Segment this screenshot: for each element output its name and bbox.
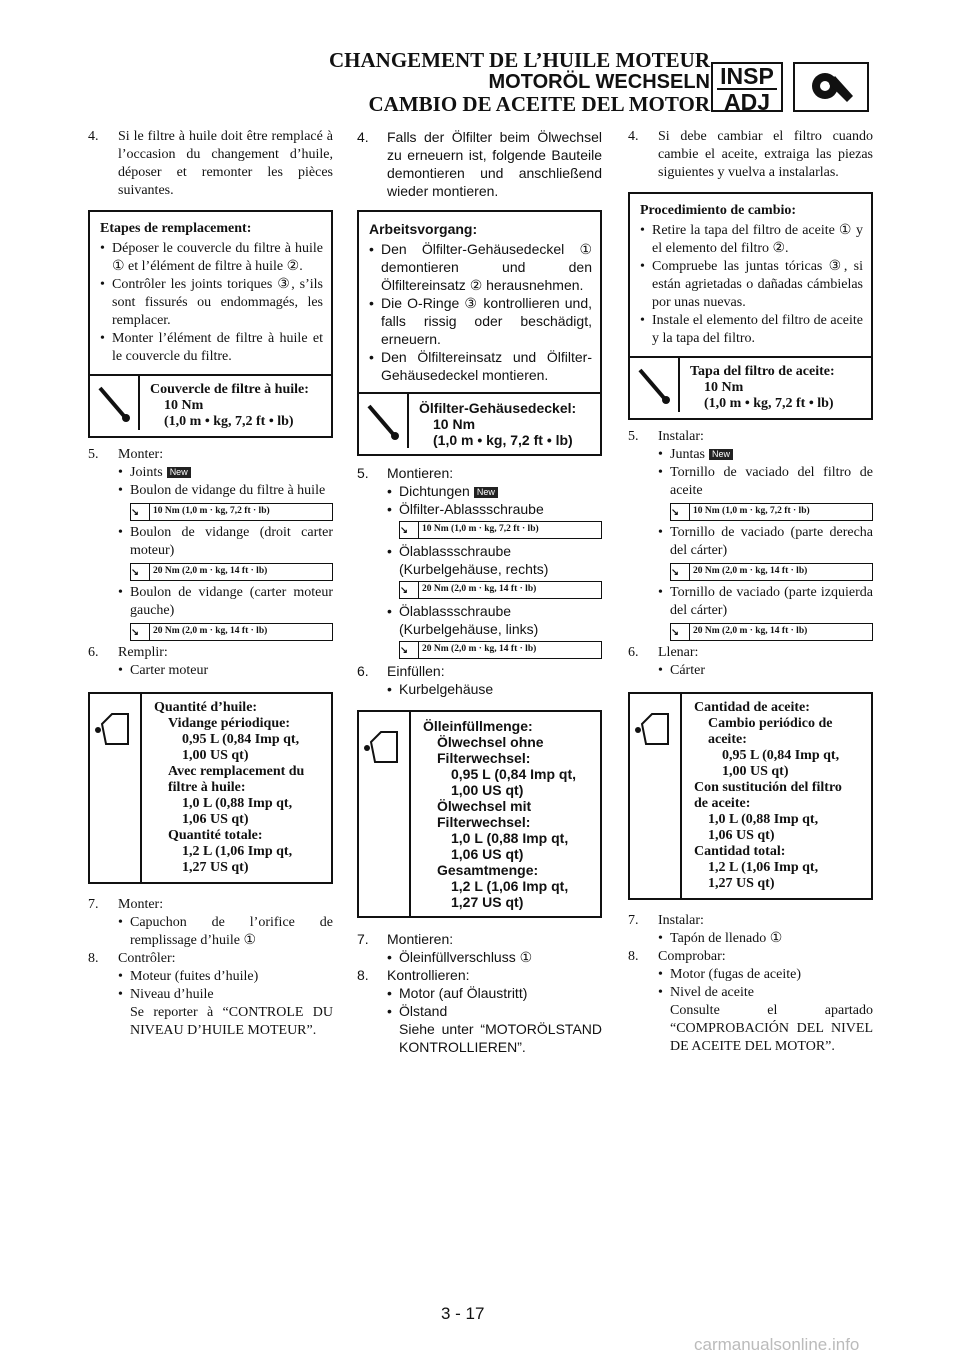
new-badge: New [167,467,191,478]
reference-text: Consulte el apartado “COMPROBACIÓN DEL NIVEL DE ACEITE DEL MOTOR”. [670,1003,873,1054]
list-item: • Den Ölfiltereinsatz und Ölfilter-Gehäusedeckel montieren. [369,349,592,383]
torque-wrench-icon [630,358,680,412]
column-french: 4. Si le filtre à huile doit être remplacé à l’occasion du changement d’huile, déposer et remonter les pièces suivantes. Etapes de remplacement: • Déposer le couvercle du filtre à huile ① et l’élément de filtre à huile ②. • Contrôler les joints toriques ③, s’ils sont fissurés ou endommagés, les remplacer. • Monter l’élément de filtre à huile et le couvercle du filtre. Couvercle de filtre à huile: 10 Nm (1,0 m • kg, 7,2 ft • lb) 5. Monter: • Joints New • Boulon de vidange du filtre à huile ↘ 10 Nm (1,0 m · kg, 7,2 ft · lb) • Boulon de vidange (droit carter moteur) ↘ 20 Nm (2,0 m · kg, 14 ft · lb) • Boulon de vidange (carter moteur gauche) ↘ 20 Nm (2,0 m · kg, 14 ft · lb) 6. Remplir: • Carter moteur Quantité d’huile: Vidange périodique: 0,95 L (0,84 Imp qt, 1,00 US qt) Avec remplacement du filtre à huile: 1,0 L (0,88 Imp qt, 1,06 US qt) Quantité totale: 1,2 L (1,06 Imp qt, 1,27 US qt) 7. Monter: • Capuchon de l’orifice de remplissage d’huile ① 8. Contrôler: • Moteur (fuites d’huile) • Niveau d’huile Se reporter à “CONTROLE DU NIVEAU D’HUILE MOTEUR”. [88,129,333,1038]
page-number: 3 - 17 [441,1304,485,1323]
torque-spec: ↘ 20 Nm (2,0 m · kg, 14 ft · lb) [670,623,873,641]
title-fr: CHANGEMENT DE L’HUILE MOTEUR [329,48,710,72]
step-5: 5. Instalar: [628,429,704,444]
oil-quantity-box: Quantité d’huile: Vidange périodique: 0,95 L (0,84 Imp qt, 1,00 US qt) Avec remplacement du filtre à huile: 1,0 L (0,88 Imp qt, 1,06 US qt) Quantité totale: 1,2 L (1,06 Imp qt, 1,27 US qt) [88,692,333,884]
page-header [329,49,710,115]
wrench-icon: ↘ [400,582,419,598]
step-7: 7. Instalar: [628,913,704,928]
list-item: • Monter l’élément de filtre à huile et le couvercle du filtre. [100,331,323,364]
oil-quantity-box: Ölleinfüllmenge: Ölwechsel ohne Filterwechsel: 0,95 L (0,84 Imp qt, 1,00 US qt) Ölwechsel mit Filterwechsel: 1,0 L (0,88 Imp qt, 1,06 US qt) Gesamtmenge: 1,2 L (1,06 Imp qt, 1,27 US qt) [357,710,602,918]
torque-spec-box: Tapa del filtro de aceite: 10 Nm (1,0 m • kg, 7,2 ft • lb) [630,356,871,418]
title-de: MOTORÖL WECHSELN [488,71,710,93]
list-item: • Retire la tapa del filtro de aceite ① y el elemento del filtro ②. [640,223,863,256]
box-title: Arbeitsvorgang: [369,221,478,237]
torque-spec-box: Ölfilter-Gehäusedeckel: 10 Nm (1,0 m • kg, 7,2 ft • lb) [359,392,600,454]
box-title: Etapes de remplacement: [100,221,252,236]
replacement-steps-box [88,210,333,438]
oil-quantity-box: Cantidad de aceite: Cambio periódico de aceite: 0,95 L (0,84 Imp qt, 1,00 US qt) Con sustitución del filtro de aceite: 1,0 L (0,88 Imp qt, 1,06 US qt) Cantidad total: 1,2 L (1,06 Imp qt, 1,27 US qt) [628,692,873,900]
step-4: 4. Si debe cambiar el filtro cuando cambie el aceite, extraiga las piezas siguientes y vuelva a instalarlas. [628,129,873,180]
torque-spec: ↘ 20 Nm (2,0 m · kg, 14 ft · lb) [399,581,602,599]
replacement-steps-box [628,192,873,420]
list-item: • Déposer le couvercle du filtre à huile ① et l’élément de filtre à huile ②. [100,241,323,274]
torque-spec: ↘ 20 Nm (2,0 m · kg, 14 ft · lb) [130,563,333,581]
oil-can-icon [359,712,411,916]
step-6: 6. Remplir: [88,645,168,660]
step-6: 6. Llenar: [628,645,699,660]
list-item: • Den Ölfilter-Gehäusedeckel ① demontieren und den Ölfiltereinsatz ② herausnehmen. [369,241,592,293]
oil-can-icon [630,694,682,898]
reference-text: Siehe unter “MOTORÖLSTAND KONTROLLIEREN”. [399,1021,602,1055]
step-8: 8. Comprobar: [628,949,726,964]
wrench-icon: ↘ [131,504,150,520]
torque-spec: ↘ 20 Nm (2,0 m · kg, 14 ft · lb) [399,641,602,659]
torque-spec: ↘ 20 Nm (2,0 m · kg, 14 ft · lb) [130,623,333,641]
oil-can-icon [90,694,142,882]
wrench-tool-icon [793,62,869,112]
wrench-icon: ↘ [671,504,690,520]
wrench-icon: ↘ [671,624,690,640]
badge-insp: INSP [720,63,774,89]
wrench-icon: ↘ [131,624,150,640]
column-spanish: 4. Si debe cambiar el filtro cuando cambie el aceite, extraiga las piezas siguientes y vuelva a instalarlas. Procedimiento de cambio: • Retire la tapa del filtro de aceite ① y el elemento del filtro ②. • Compruebe las juntas tóricas ③, si están agrietadas o dañadas cámbielas por unas nuevas. • Instale el elemento del filtro de aceite y la tapa del filtro. Tapa del filtro de aceite: 10 Nm (1,0 m • kg, 7,2 ft • lb) 5. Instalar: • Juntas New • Tornillo de vaciado del filtro de aceite ↘ 10 Nm (1,0 m · kg, 7,2 ft · lb) • Tornillo de vaciado (parte derecha del cárter) ↘ 20 Nm (2,0 m · kg, 14 ft · lb) • Tornillo de vaciado (parte izquierda del cárter) ↘ 20 Nm (2,0 m · kg, 14 ft · lb) 6. Llenar: • Cárter Cantidad de aceite: Cambio periódico de aceite: 0,95 L (0,84 Imp qt, 1,00 US qt) Con sustitución del filtro de aceite: 1,0 L (0,88 Imp qt, 1,06 US qt) Cantidad total: 1,2 L (1,06 Imp qt, 1,27 US qt) 7. Instalar: • Tapón de llenado ① 8. Comprobar: • Motor (fugas de aceite) • Nivel de aceite Consulte el apartado “COMPROBACIÓN DEL NIVEL DE ACEITE DEL MOTOR”. [628,129,873,1054]
torque-spec: ↘ 20 Nm (2,0 m · kg, 14 ft · lb) [670,563,873,581]
list-item: • Die O-Ringe ③ kontrollieren und, falls rissig oder beschädigt, erneuern. [369,295,592,347]
new-badge: New [474,487,498,498]
torque-spec: ↘ 10 Nm (1,0 m · kg, 7,2 ft · lb) [399,521,602,539]
wrench-icon: ↘ [671,564,690,580]
list-item: • Instale el elemento del filtro de aceite y la tapa del filtro. [640,313,863,346]
box-title: Procedimiento de cambio: [640,203,797,218]
step-4: 4. Falls der Ölfilter beim Ölwechsel zu erneuern ist, folgende Bauteile demontieren und anschließend wieder montieren. [357,129,602,199]
step-8: 8. Kontrollieren: [357,967,470,983]
torque-spec: ↘ 10 Nm (1,0 m · kg, 7,2 ft · lb) [130,503,333,521]
step-5: 5. Montieren: [357,465,454,481]
list-item: • Compruebe las juntas tóricas ③, si están agrietadas o dañadas cámbielas por unas nuevas. [640,259,863,310]
watermark: carmanualsonline.info [694,1335,860,1354]
list-item: • Contrôler les joints toriques ③, s’ils sont fissurés ou endommagés, les remplacer. [100,277,323,328]
title-es: CAMBIO DE ACEITE DEL MOTOR [368,92,710,116]
insp-adj-badge [711,62,783,115]
torque-spec: ↘ 10 Nm (1,0 m · kg, 7,2 ft · lb) [670,503,873,521]
step-4: 4. Si le filtre à huile doit être remplacé à l’occasion du changement d’huile, déposer et remonter les pièces suivantes. [88,129,333,198]
step-7: 7. Montieren: [357,931,454,947]
replacement-steps-box [357,210,602,456]
torque-wrench-icon [90,376,140,430]
torque-wrench-icon [359,394,409,448]
wrench-icon: ↘ [131,564,150,580]
wrench-icon: ↘ [400,642,419,658]
new-badge: New [709,449,733,460]
reference-text: Se reporter à “CONTROLE DU NIVEAU D’HUILE MOTEUR”. [130,1005,333,1038]
torque-spec-box: Couvercle de filtre à huile: 10 Nm (1,0 m • kg, 7,2 ft • lb) [90,374,331,436]
wrench-icon: ↘ [400,522,419,538]
badge-adj: ADJ [723,89,770,115]
step-8: 8. Contrôler: [88,951,176,966]
step-6: 6. Einfüllen: [357,663,445,679]
step-7: 7. Monter: [88,897,164,912]
step-5: 5. Monter: [88,447,164,462]
column-german: 4. Falls der Ölfilter beim Ölwechsel zu erneuern ist, folgende Bauteile demontieren und anschließend wieder montieren. Arbeitsvorgang: • Den Ölfilter-Gehäusedeckel ① demontieren und den Ölfiltereinsatz ② herausnehmen. • Die O-Ringe ③ kontrollieren und, falls rissig oder beschädigt, erneuern. • Den Ölfiltereinsatz und Ölfilter-Gehäusedeckel montieren. Ölfilter-Gehäusedeckel: 10 Nm (1,0 m • kg, 7,2 ft • lb) 5. Montieren: • Dichtungen New • Ölfilter-Ablassschraube ↘ 10 Nm (1,0 m · kg, 7,2 ft · lb) • Ölablassschraube (Kurbelgehäuse, rechts) ↘ 20 Nm (2,0 m · kg, 14 ft · lb) • Ölablassschraube (Kurbelgehäuse, links) ↘ 20 Nm (2,0 m · kg, 14 ft · lb) 6. Einfüllen: • Kurbelgehäuse Ölleinfüllmenge: Ölwechsel ohne Filterwechsel: 0,95 L (0,84 Imp qt, 1,00 US qt) Ölwechsel mit Filterwechsel: 1,0 L (0,88 Imp qt, 1,06 US qt) Gesamtmenge: 1,2 L (1,06 Imp qt, 1,27 US qt) 7. Montieren: • Öleinfüllverschluss ① 8. Kontrollieren: • Motor (auf Ölaustritt) • Ölstand Siehe unter “MOTORÖLSTAND KONTROLLIEREN”. [357,129,602,1055]
